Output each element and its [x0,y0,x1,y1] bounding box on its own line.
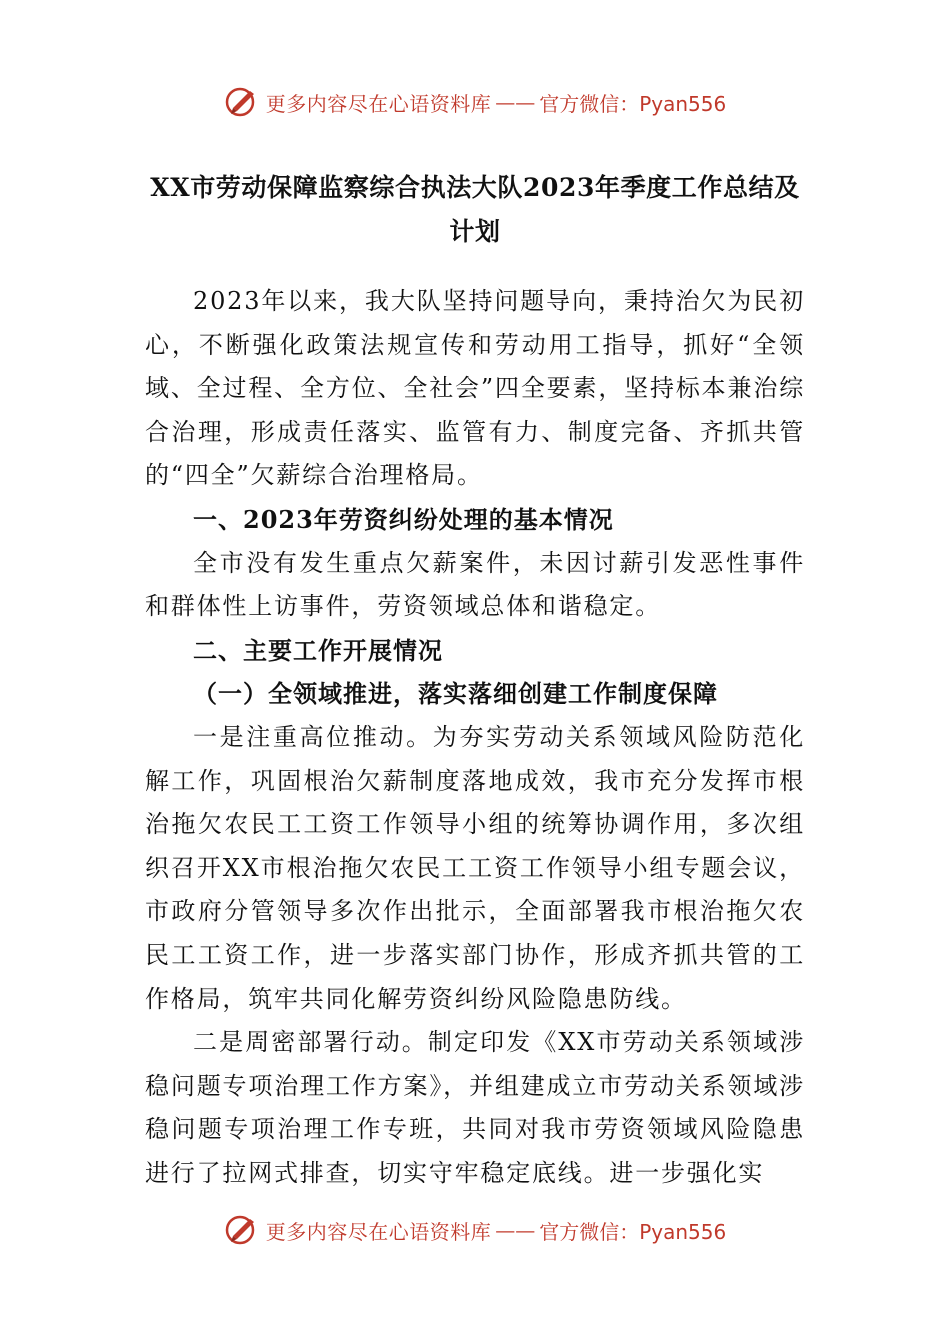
watermark-text: 更多内容尽在心语资料库 [265,1219,492,1244]
pen-logo-icon [224,84,260,120]
body-paragraph-2: 二是周密部署行动。制定印发《XX市劳动关系领域涉稳问题专项治理工作方案》，并组建成立市劳动关系领域涉稳问题专项治理工作专班，共同对我市劳资领域风险隐患进行了拉网式排查，切实守牢稳定底线。进一步强化实 [145,1028,805,1187]
intro-paragraph: 2023年以来，我大队坚持问题导向，秉持治欠为民初心，不断强化政策法规宣传和劳动用工指导，抓好“全领域、全过程、全方位、全社会”四全要素，坚持标本兼治综合治理，形成责任落实、监管有力、制度完备、齐抓共管的“四全”欠薪综合治理格局。 [145,287,805,490]
document-body [145,280,805,1195]
watermark-wechat: 官方微信：Pyan556 [539,1219,727,1244]
section-heading-1: 一、2023年劳资纠纷处理的基本情况 [193,504,614,534]
pen-logo-icon [224,1212,260,1248]
watermark-separator: —— [495,1218,536,1242]
section-1-paragraph: 全市没有发生重点欠薪案件，未因讨薪引发恶性事件和群体性上访事件，劳资领域总体和谐稳定。 [145,548,805,621]
document-title: XX市劳动保障监察综合执法大队2023年季度工作总结及计划 [150,173,800,246]
subsection-heading-1: （一）全领域推进，落实落细创建工作制度保障 [193,679,718,709]
watermark-header [0,80,950,124]
watermark-separator: —— [495,90,536,114]
watermark-text: 更多内容尽在心语资料库 [265,91,492,116]
section-heading-2: 二、主要工作开展情况 [193,635,443,665]
body-paragraph-1: 一是注重高位推动。为夯实劳动关系领域风险防范化解工作，巩固根治欠薪制度落地成效，我市充分发挥市根治拖欠农民工工资工作领导小组的统筹协调作用，多次组织召开XX市根治拖欠农民工工资工作领导小组专题会议，市政府分管领导多次作出批示，全面部署我市根治拖欠农民工工资工作，进一步落实部门协作，形成齐抓共管的工作格局，筑牢共同化解劳资纠纷风险隐患防线。 [145,722,805,1013]
watermark-wechat: 官方微信：Pyan556 [539,91,727,116]
watermark-footer [0,1208,950,1252]
